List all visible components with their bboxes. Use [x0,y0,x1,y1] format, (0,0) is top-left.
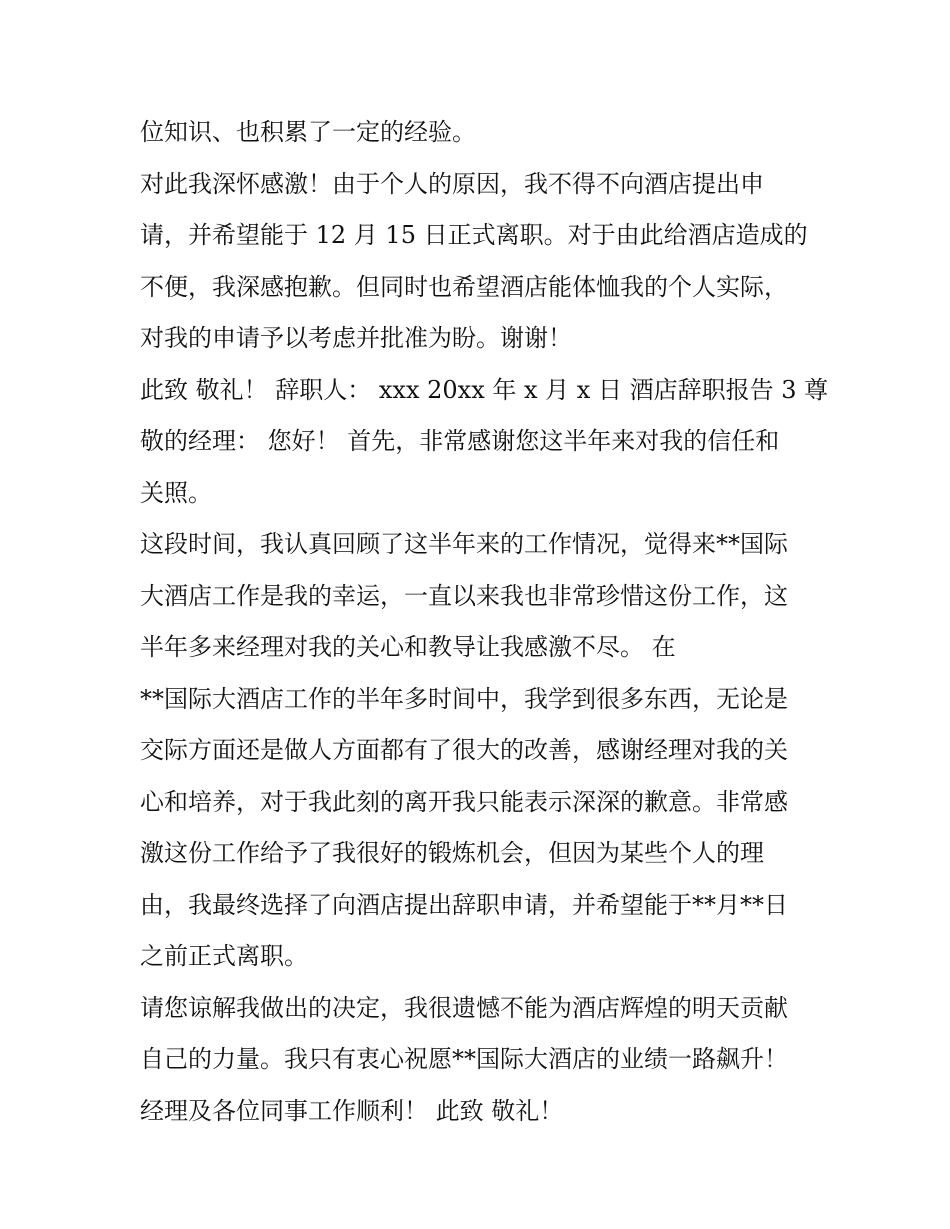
text-line: 激这份工作给予了我很好的锻炼机会，但因为某些个人的理 [140,839,764,867]
text-line: 位知识、也积累了一定的经验。 [140,118,476,146]
text-line: 由，我最终选择了向酒店提出辞职申请，并希望能于**月**日 [140,890,788,919]
text-line: 不便，我深感抱歉。但同时也希望酒店能体恤我的个人实际， [140,272,788,301]
text-line: 此致 敬礼！ 辞职人： xxx 20xx 年 x 月 x 日 酒店辞职报告 3 尊 [140,375,829,404]
text-line: 这段时间，我认真回顾了这半年来的工作情况，觉得来**国际 [140,530,788,558]
text-line: 大酒店工作是我的幸运，一直以来我也非常珍惜这份工作，这 [140,581,788,610]
text-line: 敬的经理： 您好！ 首先，非常感谢您这半年来对我的信任和 [140,427,780,455]
text-line: 关照。 [140,478,212,507]
document-body [140,107,829,1137]
text-line: **国际大酒店工作的半年多时间中，我学到很多东西，无论是 [140,684,788,713]
text-line: 请，并希望能于 12 月 15 日正式离职。对于由此给酒店造成的 [140,221,808,249]
text-line: 之前正式离职。 [140,942,308,970]
text-line: 自己的力量。我只有衷心祝愿**国际大酒店的业绩一路飙升！ [140,1045,788,1073]
text-line: 对此我深怀感激！由于个人的原因，我不得不向酒店提出申 [140,169,764,198]
text-line: 经理及各位同事工作顺利！ 此致 敬礼！ [140,1096,564,1125]
text-line: 半年多来经理对我的关心和教导让我感激不尽。 在 [140,633,676,661]
text-line: 心和培养，对于我此刻的离开我只能表示深深的歉意。非常感 [140,787,788,816]
text-line: 对我的申请予以考虑并批准为盼。谢谢！ [140,324,572,352]
text-line: 请您谅解我做出的决定，我很遗憾不能为酒店辉煌的明天贡献 [140,993,788,1022]
text-line: 交际方面还是做人方面都有了很大的改善，感谢经理对我的关 [140,736,788,764]
